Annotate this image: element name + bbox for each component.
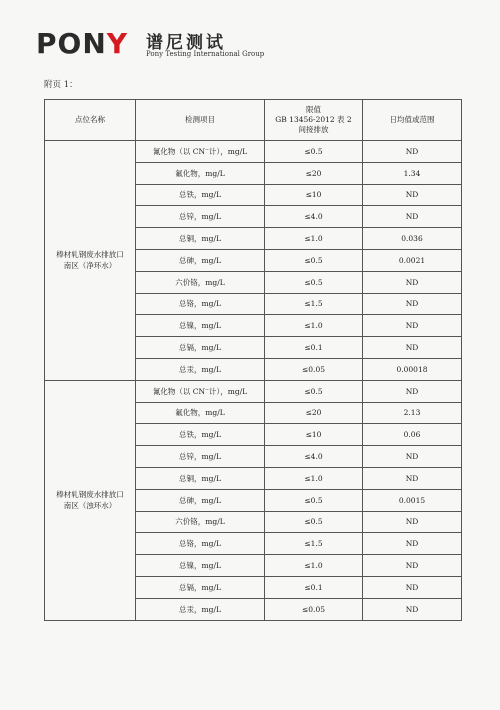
limit-cell: ≤4.0 xyxy=(265,206,363,228)
site-name-line1: 棒材轧钢废水排放口 xyxy=(56,250,124,260)
item-cell: 总铬，mg/L xyxy=(136,533,265,555)
limit-cell: ≤20 xyxy=(265,402,363,424)
limit-cell: ≤1.0 xyxy=(265,228,363,250)
item-cell: 总汞，mg/L xyxy=(136,598,265,620)
daily-value-cell: 1.34 xyxy=(363,162,462,184)
limit-cell: ≤0.5 xyxy=(265,249,363,271)
daily-value-cell: ND xyxy=(363,315,462,337)
item-cell: 总汞，mg/L xyxy=(136,358,265,380)
item-cell: 氟化物，mg/L xyxy=(136,162,265,184)
results-table xyxy=(44,99,462,621)
daily-value-cell: ND xyxy=(363,337,462,359)
daily-value-cell: ND xyxy=(363,467,462,489)
site-name-line2: 南区（净环水） xyxy=(63,261,117,271)
item-cell: 氰化物（以 CN⁻计），mg/L xyxy=(136,141,265,163)
limit-cell: ≤1.0 xyxy=(265,467,363,489)
limit-cell: ≤0.5 xyxy=(265,511,363,533)
limit-cell: ≤4.0 xyxy=(265,446,363,468)
table-header-row xyxy=(45,100,462,141)
daily-value-cell: ND xyxy=(363,141,462,163)
item-cell: 总铁，mg/L xyxy=(136,424,265,446)
logo-prefix: PON xyxy=(36,27,107,60)
daily-value-cell: ND xyxy=(363,380,462,402)
item-cell: 六价铬，mg/L xyxy=(136,511,265,533)
item-cell: 氰化物（以 CN⁻计），mg/L xyxy=(136,380,265,402)
item-cell: 总铜，mg/L xyxy=(136,228,265,250)
daily-value-cell: ND xyxy=(363,555,462,577)
limit-cell: ≤0.5 xyxy=(265,141,363,163)
limit-cell: ≤10 xyxy=(265,424,363,446)
table-row xyxy=(45,380,462,402)
daily-value-cell: ND xyxy=(363,511,462,533)
item-cell: 氟化物，mg/L xyxy=(136,402,265,424)
header-item: 检测项目 xyxy=(136,100,265,141)
daily-value-cell: ND xyxy=(363,576,462,598)
item-cell: 总砷，mg/L xyxy=(136,489,265,511)
header-daily-value: 日均值或范围 xyxy=(363,100,462,141)
header-limit-line2: GB 13456-2012 表 2 xyxy=(275,115,352,124)
table-body xyxy=(45,141,462,621)
site-name-cell xyxy=(45,380,136,620)
daily-value-cell: 0.06 xyxy=(363,424,462,446)
limit-cell: ≤1.0 xyxy=(265,555,363,577)
header-limit-line1: 限值 xyxy=(306,105,321,114)
table-row xyxy=(45,141,462,163)
daily-value-cell: ND xyxy=(363,293,462,315)
daily-value-cell: 2.13 xyxy=(363,402,462,424)
site-name-line2: 南区（浊环水） xyxy=(63,501,117,511)
item-cell: 总锌，mg/L xyxy=(136,446,265,468)
daily-value-cell: 0.036 xyxy=(363,228,462,250)
daily-value-cell: ND xyxy=(363,598,462,620)
item-cell: 六价铬，mg/L xyxy=(136,271,265,293)
daily-value-cell: ND xyxy=(363,533,462,555)
limit-cell: ≤10 xyxy=(265,184,363,206)
daily-value-cell: 0.0015 xyxy=(363,489,462,511)
header-limit xyxy=(265,100,363,141)
limit-cell: ≤0.1 xyxy=(265,337,363,359)
site-name-cell xyxy=(45,141,136,381)
pony-logo xyxy=(36,27,129,60)
item-cell: 总镉，mg/L xyxy=(136,337,265,359)
limit-cell: ≤1.5 xyxy=(265,293,363,315)
daily-value-cell: 0.0021 xyxy=(363,249,462,271)
item-cell: 总砷，mg/L xyxy=(136,249,265,271)
limit-cell: ≤1.0 xyxy=(265,315,363,337)
daily-value-cell: ND xyxy=(363,206,462,228)
item-cell: 总镉，mg/L xyxy=(136,576,265,598)
item-cell: 总镍，mg/L xyxy=(136,315,265,337)
brand-name-en: Pony Testing International Group xyxy=(146,50,265,58)
limit-cell: ≤0.5 xyxy=(265,271,363,293)
appendix-label: 附页 1： xyxy=(44,80,78,90)
brand-name-cn: 谱尼测试 xyxy=(146,33,226,53)
item-cell: 总铁，mg/L xyxy=(136,184,265,206)
daily-value-cell: 0.00018 xyxy=(363,358,462,380)
daily-value-cell: ND xyxy=(363,271,462,293)
item-cell: 总铬，mg/L xyxy=(136,293,265,315)
header-site: 点位名称 xyxy=(45,100,136,141)
daily-value-cell: ND xyxy=(363,184,462,206)
header-limit-line3: 间接排放 xyxy=(298,125,329,134)
daily-value-cell: ND xyxy=(363,446,462,468)
limit-cell: ≤1.5 xyxy=(265,533,363,555)
limit-cell: ≤20 xyxy=(265,162,363,184)
logo-suffix: Y xyxy=(106,27,129,60)
limit-cell: ≤0.5 xyxy=(265,489,363,511)
item-cell: 总镍，mg/L xyxy=(136,555,265,577)
limit-cell: ≤0.5 xyxy=(265,380,363,402)
limit-cell: ≤0.05 xyxy=(265,358,363,380)
limit-cell: ≤0.05 xyxy=(265,598,363,620)
limit-cell: ≤0.1 xyxy=(265,576,363,598)
item-cell: 总锌，mg/L xyxy=(136,206,265,228)
item-cell: 总铜，mg/L xyxy=(136,467,265,489)
site-name-line1: 棒材轧钢废水排放口 xyxy=(56,490,124,500)
company-header xyxy=(36,24,476,64)
